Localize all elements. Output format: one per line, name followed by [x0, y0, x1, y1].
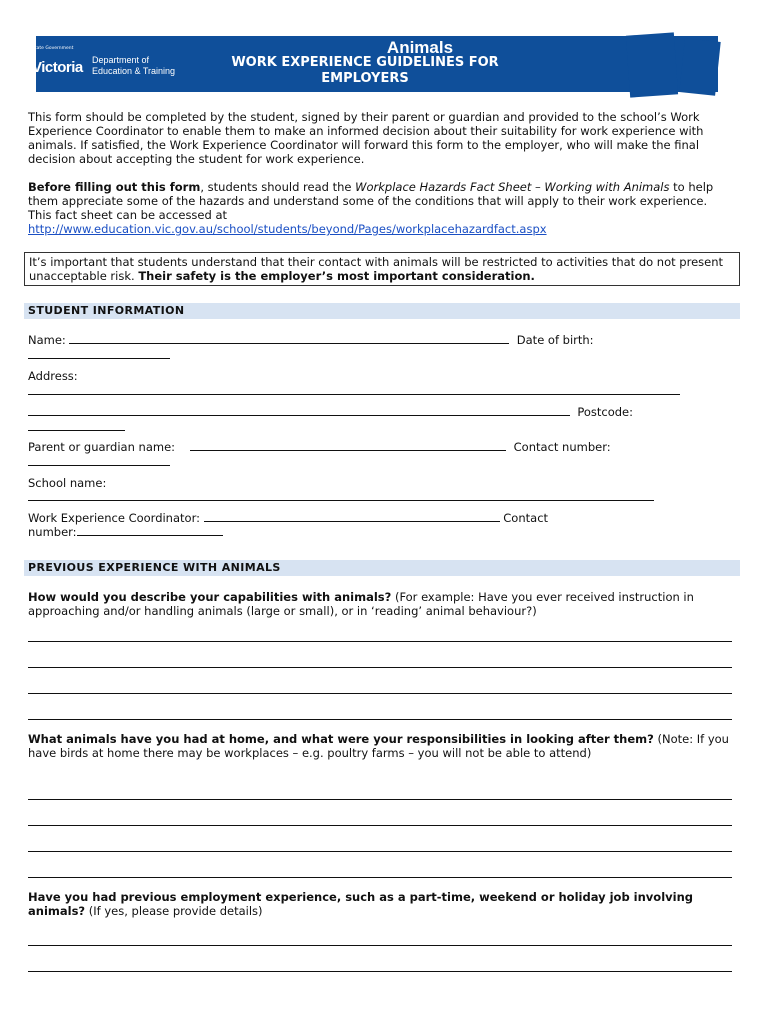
postcode-row [28, 405, 633, 419]
department-line2: Education & Training [92, 66, 176, 76]
page-title [200, 55, 530, 87]
section-student-information: STUDENT INFORMATION [24, 303, 740, 319]
before-text2: to help them appreciate some of the hazards and understand some of the conditions that will apply to their work experience. This fact sheet can be accessed at [28, 180, 714, 222]
decorative-flag [626, 32, 678, 97]
header-cut-title: Proposed Work Experience with [275, 17, 535, 36]
before-text1: , students should read the [200, 180, 356, 194]
answer-line[interactable] [28, 851, 732, 852]
postcode-field[interactable] [28, 420, 125, 431]
safety-notice [24, 252, 740, 286]
q1-text: (For example: Have you ever received instruction in approaching and/or handling animals (large or small), or in ‘reading’ animal behaviour?) [28, 590, 694, 618]
answer-line[interactable] [28, 719, 732, 720]
decorative-flag [679, 38, 720, 95]
coordinator-label: Work Experience Coordinator: [28, 511, 200, 525]
department-name [92, 55, 175, 77]
page-title-line1: WORK EXPERIENCE GUIDELINES FOR [231, 55, 499, 70]
dob-label: Date of birth: [516, 333, 594, 347]
logo-small-text: State Government [32, 46, 74, 51]
fact-sheet-title: Workplace Hazards Fact Sheet – Working with Animals [355, 180, 670, 194]
answer-line[interactable] [28, 971, 732, 972]
before-bold: Before filling out this form [28, 180, 201, 194]
answer-line[interactable] [28, 877, 732, 878]
answer-line[interactable] [28, 693, 732, 694]
notice-text: It’s important that students understand that their contact with animals will be restricted to activities that do not present unacceptable risk. [29, 255, 724, 283]
name-row [28, 333, 594, 347]
dob-field[interactable] [28, 348, 170, 359]
page-title-line2: EMPLOYERS [321, 71, 409, 86]
coordinator-number-row [28, 525, 223, 539]
question-capabilities [28, 590, 734, 618]
q1-bold: How would you describe your capabilities with animals? [28, 590, 392, 604]
address-field-2[interactable] [28, 405, 570, 416]
coordinator-row [28, 511, 548, 525]
coordinator-number-field[interactable] [77, 525, 223, 536]
name-field[interactable] [69, 333, 509, 344]
answer-line[interactable] [28, 799, 732, 800]
q2-bold: What animals have you had at home, and what were your responsibilities in looking after them? [28, 732, 654, 746]
name-label: Name: [28, 333, 66, 347]
parent-row [28, 440, 611, 454]
header-subtitle: Animals [386, 38, 454, 57]
q3-bold: Have you had previous employment experience, such as a part-time, weekend or holiday job involving animals? [28, 890, 694, 918]
q2-text: (Note: If you have birds at home there may be workplaces – e.g. poultry farms – you will not be able to attend) [28, 732, 729, 760]
section-previous-experience: PREVIOUS EXPERIENCE WITH ANIMALS [24, 560, 740, 576]
postcode-label: Postcode: [577, 405, 633, 419]
question-animals-at-home [28, 732, 734, 760]
notice-bold: Their safety is the employer’s most important consideration. [138, 269, 535, 283]
address-label: Address: [28, 369, 78, 383]
answer-line[interactable] [28, 945, 732, 946]
coordinator-field[interactable] [204, 511, 500, 522]
fact-sheet-link[interactable]: http://www.education.vic.gov.au/school/students/beyond/Pages/workplacehazardfact.aspx [28, 222, 547, 236]
parent-contact-field[interactable] [28, 455, 170, 466]
before-paragraph [28, 180, 734, 236]
contact-label: Contact number: [513, 440, 611, 454]
intro-paragraph: This form should be completed by the student, signed by their parent or guardian and provided to the school’s Work Experience Coordinator to enable them to make an informed decision about their suitability for work experience with animals. If satisfied, the Work Experience Coordinator will forward this form to the employer, who will make the final decision about accepting the student for work experience. [28, 110, 704, 166]
question-employment [28, 890, 734, 918]
school-label: School name: [28, 476, 107, 490]
q3-text: (If yes, please provide details) [85, 904, 263, 918]
number-label: number: [28, 525, 77, 539]
coordinator-contact-label: Contact [503, 511, 549, 525]
school-field[interactable] [28, 490, 654, 501]
address-field-1[interactable] [28, 384, 680, 395]
department-line1: Department of [92, 55, 150, 65]
answer-line[interactable] [28, 667, 732, 668]
parent-label: Parent or guardian name: [28, 440, 176, 454]
logo-big-text: Victoria [32, 59, 83, 76]
victoria-logo [32, 46, 84, 76]
parent-name-field[interactable] [190, 440, 506, 451]
answer-line[interactable] [28, 641, 732, 642]
answer-line[interactable] [28, 825, 732, 826]
